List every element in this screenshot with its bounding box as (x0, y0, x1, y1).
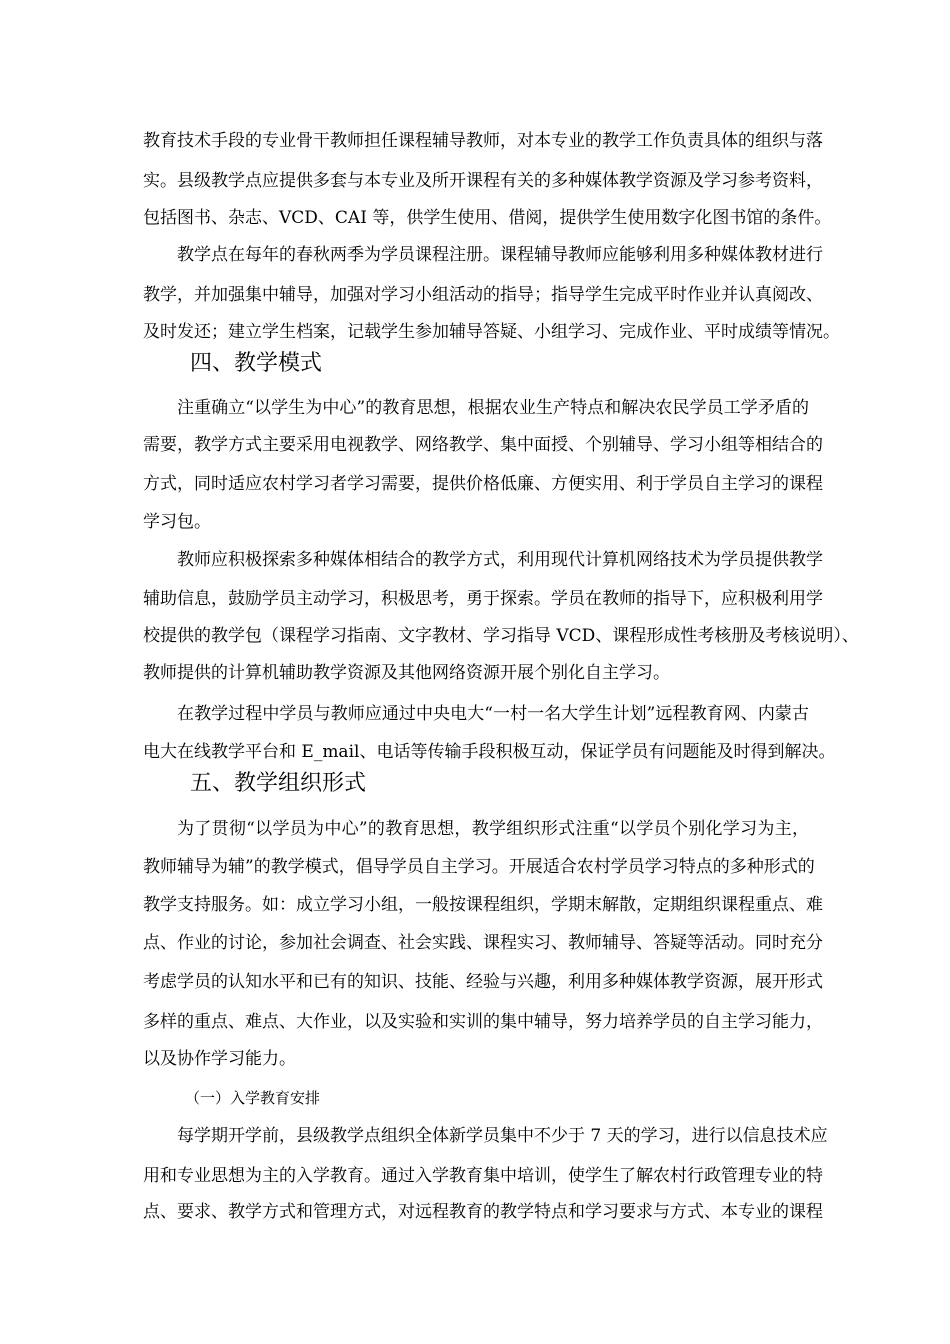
paragraph-line: 教师应积极探索多种媒体相结合的教学方式，利用现代计算机网络技术为学员提供教学 (177, 550, 823, 570)
paragraph-line: 教育技术手段的专业骨干教师担任课程辅导教师，对本专业的教学工作负责具体的组织与落 (143, 131, 823, 151)
paragraph-line: 校提供的教学包（课程学习指南、文字教材、学习指导 VCD、课程形成性考核册及考核说明）、 (143, 626, 859, 646)
paragraph-line: 实。县级教学点应提供多套与本专业及所开课程有关的多种媒体教学资源及学习参考资料， (143, 171, 823, 191)
paragraph-line: 注重确立“以学生为中心”的教育思想，根据农业生产特点和解决农民学员工学矛盾的 (177, 398, 809, 418)
paragraph-line: 在教学过程中学员与教师应通过中央电大“一村一名大学生计划”远程教育网、内蒙古 (177, 704, 809, 724)
paragraph-line: 及时发还；建立学生档案，记载学生参加辅导答疑、小组学习、完成作业、平时成绩等情况。 (143, 322, 840, 342)
paragraph-line: 包括图书、杂志、VCD、CAI 等，供学生使用、借阅，提供学生使用数字化图书馆的条件。 (143, 208, 832, 228)
paragraph-line: 教学点在每年的春秋两季为学员课程注册。课程辅导教师应能够利用多种媒体教材进行 (177, 245, 823, 265)
paragraph-line: 教学支持服务。如：成立学习小组，一般按课程组织，学期末解散，定期组织课程重点、难 (143, 895, 823, 915)
paragraph-line: 点、要求、教学方式和管理方式，对远程教育的教学特点和学习要求与方式、本专业的课程 (143, 1202, 823, 1222)
paragraph-line: 电大在线教学平台和 E_mail、电话等传输手段积极互动，保证学员有问题能及时得到解决。 (143, 742, 836, 762)
paragraph-line: 教学，并加强集中辅导，加强对学习小组活动的指导；指导学生完成平时作业并认真阅改、 (143, 285, 823, 305)
paragraph-line: 为了贯彻“以学员为中心”的教育思想，教学组织形式注重“以学员个别化学习为主， (177, 819, 809, 839)
paragraph-line: 方式，同时适应农村学习者学习需要，提供价格低廉、方便实用、利于学员自主学习的课程 (143, 474, 823, 494)
paragraph-line: 用和专业思想为主的入学教育。通过入学教育集中培训，使学生了解农村行政管理专业的特 (143, 1166, 823, 1186)
paragraph-line: 辅助信息，鼓励学员主动学习，积极思考，勇于探索。学员在教师的指导下，应积极利用学 (143, 589, 823, 609)
paragraph-line: 教师提供的计算机辅助教学资源及其他网络资源开展个别化自主学习。 (143, 663, 670, 683)
paragraph-line: 以及协作学习能力。 (143, 1049, 296, 1069)
paragraph-line: 多样的重点、难点、大作业，以及实验和实训的集中辅导，努力培养学员的自主学习能力， (143, 1012, 823, 1032)
paragraph-line: 考虑学员的认知水平和已有的知识、技能、经验与兴趣，利用多种媒体教学资源，展开形式 (143, 972, 823, 992)
paragraph-line: 需要，教学方式主要采用电视教学、网络教学、集中面授、个别辅导、学习小组等相结合的 (143, 435, 823, 455)
subsection-heading: （一）入学教育安排 (185, 1089, 321, 1107)
paragraph-line: 教师辅导为辅”的教学模式，倡导学员自主学习。开展适合农村学员学习特点的多种形式的 (143, 857, 815, 877)
paragraph-line: 点、作业的讨论，参加社会调查、社会实践、课程实习、教师辅导、答疑等活动。同时充分 (143, 933, 823, 953)
section-heading-4: 四、教学模式 (190, 351, 323, 376)
paragraph-line: 每学期开学前，县级教学点组织全体新学员集中不少于 7 天的学习，进行以信息技术应 (177, 1126, 828, 1146)
section-heading-5: 五、教学组织形式 (190, 771, 367, 796)
paragraph-line: 学习包。 (143, 512, 211, 532)
